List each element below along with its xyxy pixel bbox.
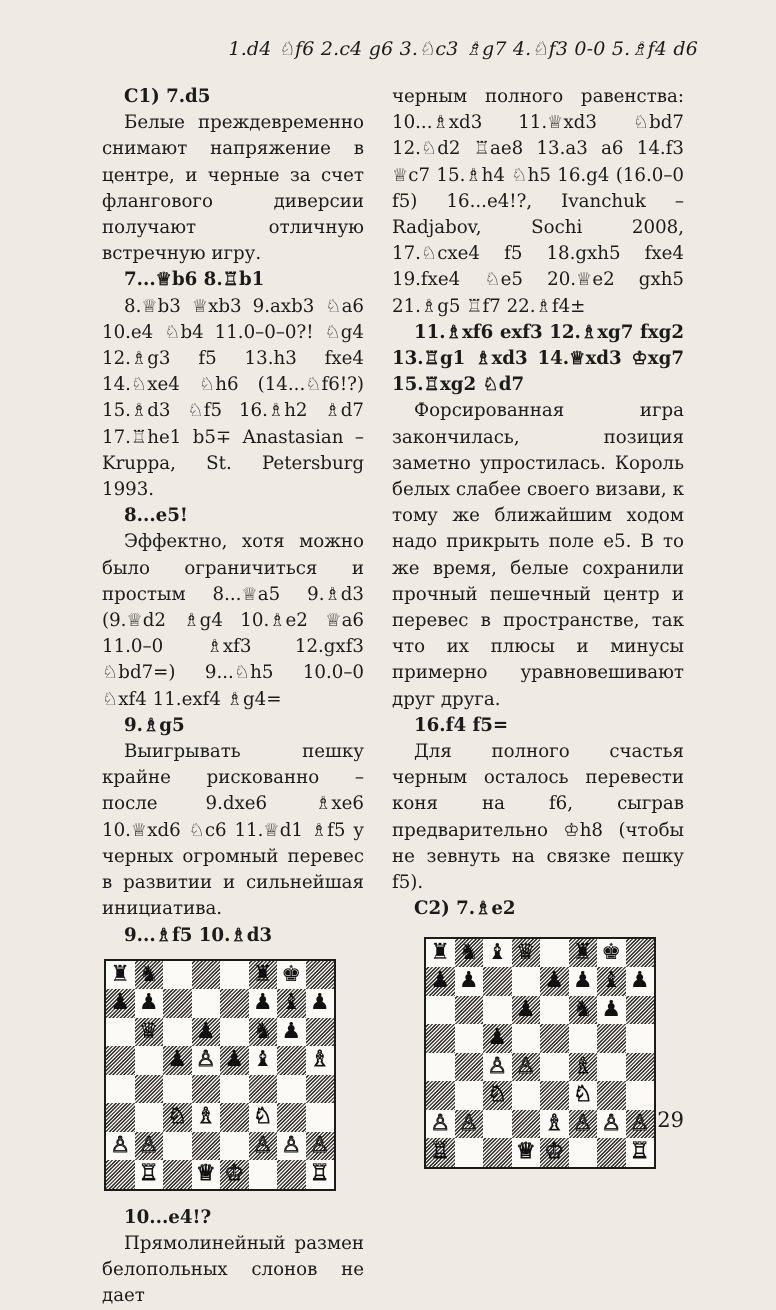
board-square <box>569 1053 598 1082</box>
paragraph: Белые преждевременно снимают напряжение в центре, и черные за счет флангового диверсии получают отличную встречную игру. <box>102 112 364 265</box>
black-pawn-icon: ♟ <box>430 968 451 994</box>
board-square <box>512 1138 541 1167</box>
move-line: 10...e4!? <box>124 1206 212 1228</box>
paragraph: Выигрывать пешку крайне рискованно – после 9.dxe6 ♗xe6 10.♕xd6 ♘c6 11.♕d1 ♗f5 у черных огромный перевес в развитии и сильнейшая инициатива. <box>102 741 364 920</box>
page-number: 29 <box>657 1108 684 1132</box>
board-square <box>306 1046 335 1075</box>
board-square <box>569 1138 598 1167</box>
board-square <box>163 1132 192 1161</box>
black-bishop-icon: ♝ <box>281 990 302 1016</box>
board-square <box>597 1110 626 1139</box>
white-rook-icon: ♖ <box>629 1139 650 1165</box>
board-square <box>512 996 541 1025</box>
white-knight-icon: ♘ <box>487 1082 508 1108</box>
board-square <box>455 1110 484 1139</box>
black-pawn-icon: ♟ <box>572 968 593 994</box>
board-square <box>163 989 192 1018</box>
board-square <box>569 939 598 968</box>
board-square <box>483 996 512 1025</box>
board-square <box>569 967 598 996</box>
move-line: 16.f4 f5= <box>414 714 509 736</box>
board-square <box>277 1132 306 1161</box>
board-square <box>455 1024 484 1053</box>
board-square <box>540 1138 569 1167</box>
board-square <box>163 961 192 990</box>
black-king-icon: ♚ <box>601 939 622 965</box>
board-square <box>106 1075 135 1104</box>
running-head: 1.d4 ♘f6 2.c4 g6 3.♘c3 ♗g7 4.♘f3 0-0 5.♗f4 d6 <box>228 38 698 60</box>
board-square <box>426 1053 455 1082</box>
black-pawn-icon: ♟ <box>629 968 650 994</box>
board-square <box>569 1081 598 1110</box>
board-square <box>192 1018 221 1047</box>
white-bishop-icon: ♗ <box>195 1104 216 1130</box>
board-square <box>220 1103 249 1132</box>
black-knight-icon: ♞ <box>458 939 479 965</box>
board-square <box>306 1132 335 1161</box>
white-pawn-icon: ♙ <box>629 1110 650 1136</box>
board-square <box>277 1160 306 1189</box>
board-square <box>249 1075 278 1104</box>
board-square <box>483 939 512 968</box>
board-square <box>483 1138 512 1167</box>
board-square <box>483 1110 512 1139</box>
board-square <box>220 1018 249 1047</box>
board-square <box>540 967 569 996</box>
board-square <box>277 1018 306 1047</box>
black-pawn-icon: ♟ <box>458 968 479 994</box>
board-square <box>512 1024 541 1053</box>
board-square <box>277 989 306 1018</box>
board-square <box>540 1053 569 1082</box>
white-pawn-icon: ♙ <box>252 1132 273 1158</box>
board-square <box>483 1024 512 1053</box>
white-pawn-icon: ♙ <box>572 1110 593 1136</box>
board-square <box>306 1018 335 1047</box>
board-square <box>192 961 221 990</box>
black-pawn-icon: ♟ <box>110 990 131 1016</box>
board-square <box>626 1053 655 1082</box>
board-square <box>192 1103 221 1132</box>
white-knight-icon: ♘ <box>572 1082 593 1108</box>
black-bishop-icon: ♝ <box>252 1047 273 1073</box>
board-square <box>426 939 455 968</box>
board-square <box>220 1075 249 1104</box>
board-square <box>163 1160 192 1189</box>
black-rook-icon: ♜ <box>252 961 273 987</box>
white-pawn-icon: ♙ <box>430 1110 451 1136</box>
paragraph: Форсированная игра закончилась, позиция заметно упростилась. Король белых слабее своего визави, к тому же ближайшим ходом надо прикрыть поле e5. В то же время, белые сохранили прочный пешечный центр и перевес в пространстве, так что их плюсы и минусы примерно уравновешивают друг друга. <box>392 400 684 710</box>
board-square <box>163 1046 192 1075</box>
black-pawn-icon: ♟ <box>515 996 536 1022</box>
black-queen-icon: ♛ <box>515 939 536 965</box>
white-pawn-icon: ♙ <box>601 1110 622 1136</box>
black-pawn-icon: ♟ <box>544 968 565 994</box>
board-square <box>220 1160 249 1189</box>
black-knight-icon: ♞ <box>252 1018 273 1044</box>
board-square <box>540 1081 569 1110</box>
chess-diagram-board1 <box>104 959 336 1191</box>
board-square <box>249 989 278 1018</box>
white-pawn-icon: ♙ <box>487 1053 508 1079</box>
board-square <box>135 1046 164 1075</box>
board-square <box>455 996 484 1025</box>
board-square <box>135 1160 164 1189</box>
black-king-icon: ♚ <box>281 961 302 987</box>
paragraph: Прямолинейный размен белопольных слонов не дает <box>102 1232 364 1307</box>
board-square <box>192 1046 221 1075</box>
board-square <box>135 961 164 990</box>
board-square <box>455 1053 484 1082</box>
board-square <box>455 967 484 996</box>
white-pawn-icon: ♙ <box>515 1053 536 1079</box>
board-square <box>192 1160 221 1189</box>
board-square <box>135 1132 164 1161</box>
board-square <box>106 989 135 1018</box>
board-square <box>249 1160 278 1189</box>
board-square <box>306 1160 335 1189</box>
board-square <box>597 967 626 996</box>
white-bishop-icon: ♗ <box>544 1110 565 1136</box>
black-rook-icon: ♜ <box>430 939 451 965</box>
black-bishop-icon: ♝ <box>601 968 622 994</box>
board-square <box>597 1081 626 1110</box>
white-king-icon: ♔ <box>544 1139 565 1165</box>
paragraph: черным полного равенства: 10...♗xd3 11.♕xd3 ♘bd7 12.♘d2 ♖ae8 13.a3 a6 14.f3 ♕c7 15.♗h4 ♘h5 16.g4 (16.0–0 f5) 16...e4!?, Ivanchuk – Radjabov, Sochi 2008, 17.♘cxe4 f5 18.gxh5 fxe4 19.fxe4 ♘e5 20.♕e2 gxh5 21.♗g5 ♖f7 22.♗f4± <box>392 86 684 317</box>
white-queen-icon: ♕ <box>515 1139 536 1165</box>
board-square <box>426 967 455 996</box>
board-square <box>512 939 541 968</box>
white-king-icon: ♔ <box>224 1161 245 1187</box>
board-square <box>163 1075 192 1104</box>
move-line: 9...♗f5 10.♗d3 <box>124 924 273 946</box>
board-square <box>455 1081 484 1110</box>
chess-diagram-board2 <box>424 937 656 1169</box>
board-square <box>220 961 249 990</box>
paragraph: Эффектно, хотя можно было ограничиться и простым 8...♕a5 9.♗d3 (9.♕d2 ♗g4 10.♗e2 ♕a6 11.0–0 ♗xf3 12.gxf3 ♘bd7=) 9...♘h5 10.0–0 ♘xf4 11.exf4 ♗g4= <box>102 531 364 710</box>
black-pawn-icon: ♟ <box>601 996 622 1022</box>
white-pawn-icon: ♙ <box>458 1110 479 1136</box>
board-square <box>512 1053 541 1082</box>
black-pawn-icon: ♟ <box>167 1047 188 1073</box>
board-square <box>483 967 512 996</box>
board-square <box>512 1110 541 1139</box>
black-pawn-icon: ♟ <box>487 1025 508 1051</box>
board-square <box>106 1160 135 1189</box>
black-rook-icon: ♜ <box>572 939 593 965</box>
board-square <box>426 996 455 1025</box>
board-square <box>220 1046 249 1075</box>
move-line: 9.♗g5 <box>124 714 185 736</box>
board-square <box>540 1024 569 1053</box>
board-square <box>597 1138 626 1167</box>
board-square <box>483 1053 512 1082</box>
board-square <box>626 1081 655 1110</box>
white-rook-icon: ♖ <box>309 1161 330 1187</box>
board-square <box>135 989 164 1018</box>
white-bishop-icon: ♗ <box>572 1053 593 1079</box>
board-square <box>626 996 655 1025</box>
board-square <box>426 1024 455 1053</box>
board-square <box>249 1046 278 1075</box>
board-square <box>597 939 626 968</box>
white-queen-icon: ♕ <box>195 1161 216 1187</box>
board-square <box>106 1103 135 1132</box>
board-square <box>135 1075 164 1104</box>
board-square <box>626 939 655 968</box>
board-square <box>569 996 598 1025</box>
board-square <box>220 1132 249 1161</box>
black-knight-icon: ♞ <box>572 996 593 1022</box>
right-column <box>392 84 684 1169</box>
board-square <box>597 996 626 1025</box>
board-square <box>540 939 569 968</box>
move-line: 8...e5! <box>124 505 188 527</box>
white-pawn-icon: ♙ <box>309 1132 330 1158</box>
board-square <box>277 961 306 990</box>
board-square <box>106 961 135 990</box>
board-square <box>483 1081 512 1110</box>
board-square <box>163 1103 192 1132</box>
board-square <box>426 1081 455 1110</box>
board-square <box>135 1018 164 1047</box>
black-pawn-icon: ♟ <box>138 990 159 1016</box>
board-square <box>249 1132 278 1161</box>
board-square <box>106 1046 135 1075</box>
move-line: 7...♕b6 8.♖b1 <box>124 269 265 291</box>
board-square <box>626 1024 655 1053</box>
board-square <box>512 1081 541 1110</box>
section-heading: C1) 7.d5 <box>124 86 211 107</box>
white-knight-icon: ♘ <box>167 1104 188 1130</box>
board-square <box>192 1075 221 1104</box>
board-square <box>106 1132 135 1161</box>
white-bishop-icon: ♗ <box>309 1047 330 1073</box>
white-pawn-icon: ♙ <box>110 1132 131 1158</box>
board-square <box>597 1053 626 1082</box>
board-square <box>249 961 278 990</box>
white-knight-icon: ♘ <box>252 1104 273 1130</box>
board-square <box>106 1018 135 1047</box>
black-queen-icon: ♛ <box>138 1018 159 1044</box>
board-square <box>569 1024 598 1053</box>
board-square <box>626 1138 655 1167</box>
left-column <box>102 84 364 1310</box>
black-pawn-icon: ♟ <box>309 990 330 1016</box>
board-square <box>220 989 249 1018</box>
board-square <box>306 1075 335 1104</box>
black-pawn-icon: ♟ <box>224 1047 245 1073</box>
white-rook-icon: ♖ <box>138 1161 159 1187</box>
black-pawn-icon: ♟ <box>195 1018 216 1044</box>
board-square <box>597 1024 626 1053</box>
board-square <box>163 1018 192 1047</box>
board-square <box>455 939 484 968</box>
board-square <box>455 1138 484 1167</box>
board-square <box>426 1138 455 1167</box>
board-square <box>426 1110 455 1139</box>
board-square <box>540 996 569 1025</box>
board-square <box>277 1075 306 1104</box>
board-square <box>626 967 655 996</box>
board-square <box>569 1110 598 1139</box>
black-pawn-icon: ♟ <box>252 990 273 1016</box>
board-square <box>306 961 335 990</box>
board-square <box>277 1046 306 1075</box>
board-square <box>249 1018 278 1047</box>
board-square <box>135 1103 164 1132</box>
paragraph: Для полного счастья черным осталось перевести коня на f6, сыграв предварительно ♔h8 (чтобы не зевнуть на связке пешку f5). <box>392 741 684 894</box>
white-pawn-icon: ♙ <box>281 1132 302 1158</box>
board-square <box>306 1103 335 1132</box>
paragraph: 8.♕b3 ♕xb3 9.axb3 ♘a6 10.e4 ♘b4 11.0–0–0?! ♘g4 12.♗g3 f5 13.h3 fxe4 14.♘xe4 ♘h6 (14...♘f6!?) 15.♗d3 ♘f5 16.♗h2 ♗d7 17.♖he1 b5∓ Anastasian – Kruppa, St. Petersburg 1993. <box>102 295 364 501</box>
board-square <box>249 1103 278 1132</box>
board-square <box>277 1103 306 1132</box>
board-square <box>192 1132 221 1161</box>
section-heading: C2) 7.♗e2 <box>414 898 516 920</box>
black-bishop-icon: ♝ <box>487 939 508 965</box>
black-knight-icon: ♞ <box>138 961 159 987</box>
white-rook-icon: ♖ <box>430 1139 451 1165</box>
move-line: 11.♗xf6 exf3 12.♗xg7 fxg2 13.♖g1 ♗xd3 14.♕xd3 ♔xg7 15.♖xg2 ♘d7 <box>392 321 684 396</box>
white-pawn-icon: ♙ <box>195 1047 216 1073</box>
board-square <box>512 967 541 996</box>
black-pawn-icon: ♟ <box>281 1018 302 1044</box>
board-square <box>626 1110 655 1139</box>
board-square <box>192 989 221 1018</box>
white-pawn-icon: ♙ <box>138 1132 159 1158</box>
board-square <box>540 1110 569 1139</box>
board-square <box>306 989 335 1018</box>
black-rook-icon: ♜ <box>110 961 131 987</box>
